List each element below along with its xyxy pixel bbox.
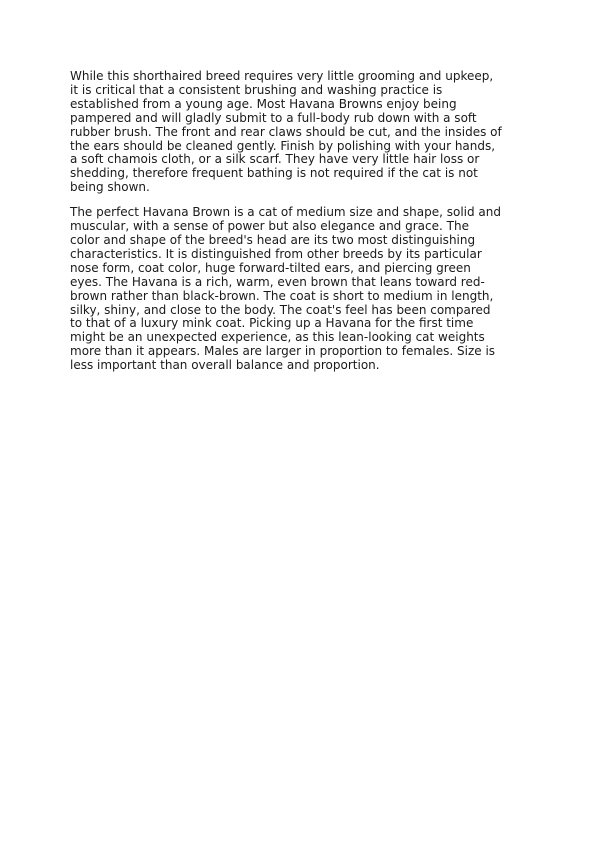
- text-line: to that of a luxury mink coat. Picking up a Havana for the first time: [70, 316, 474, 331]
- document-body: [70, 70, 530, 384]
- text-line: a soft chamois cloth, or a silk scarf. They have very little hair loss or: [70, 152, 480, 167]
- paragraph-appearance: [70, 206, 530, 373]
- text-line: rubber brush. The front and rear claws should be cut, and the insides of: [70, 124, 502, 139]
- text-line: being shown.: [70, 180, 150, 195]
- text-line: color and shape of the breed's head are its two most distinguishing: [70, 232, 476, 247]
- text-line: might be an unexpected experience, as this lean-looking cat weights: [70, 330, 485, 345]
- text-line: nose form, coat color, huge forward-tilted ears, and piercing green: [70, 260, 471, 275]
- text-line: less important than overall balance and proportion.: [70, 358, 380, 373]
- text-line: it is critical that a consistent brushing and washing practice is: [70, 82, 443, 97]
- text-line: muscular, with a sense of power but also elegance and grace. The: [70, 219, 469, 234]
- text-line: brown rather than black-brown. The coat is short to medium in length,: [70, 288, 494, 303]
- text-line: characteristics. It is distinguished from other breeds by its particular: [70, 246, 482, 261]
- text-line: The perfect Havana Brown is a cat of medium size and shape, solid and: [70, 205, 502, 220]
- text-line: pampered and will gladly submit to a full-body rub down with a soft: [70, 110, 477, 125]
- text-line: established from a young age. Most Havana Browns enjoy being: [70, 96, 457, 111]
- text-line: silky, shiny, and close to the body. The coat's feel has been compared: [70, 302, 491, 317]
- text-line: more than it appears. Males are larger in proportion to females. Size is: [70, 344, 496, 359]
- text-line: eyes. The Havana is a rich, warm, even brown that leans toward red-: [70, 274, 485, 289]
- text-line: shedding, therefore frequent bathing is not required if the cat is not: [70, 166, 478, 181]
- text-line: While this shorthaired breed requires very little grooming and upkeep,: [70, 69, 494, 83]
- text-line: the ears should be cleaned gently. Finish by polishing with your hands,: [70, 138, 496, 153]
- paragraph-grooming: [70, 70, 530, 195]
